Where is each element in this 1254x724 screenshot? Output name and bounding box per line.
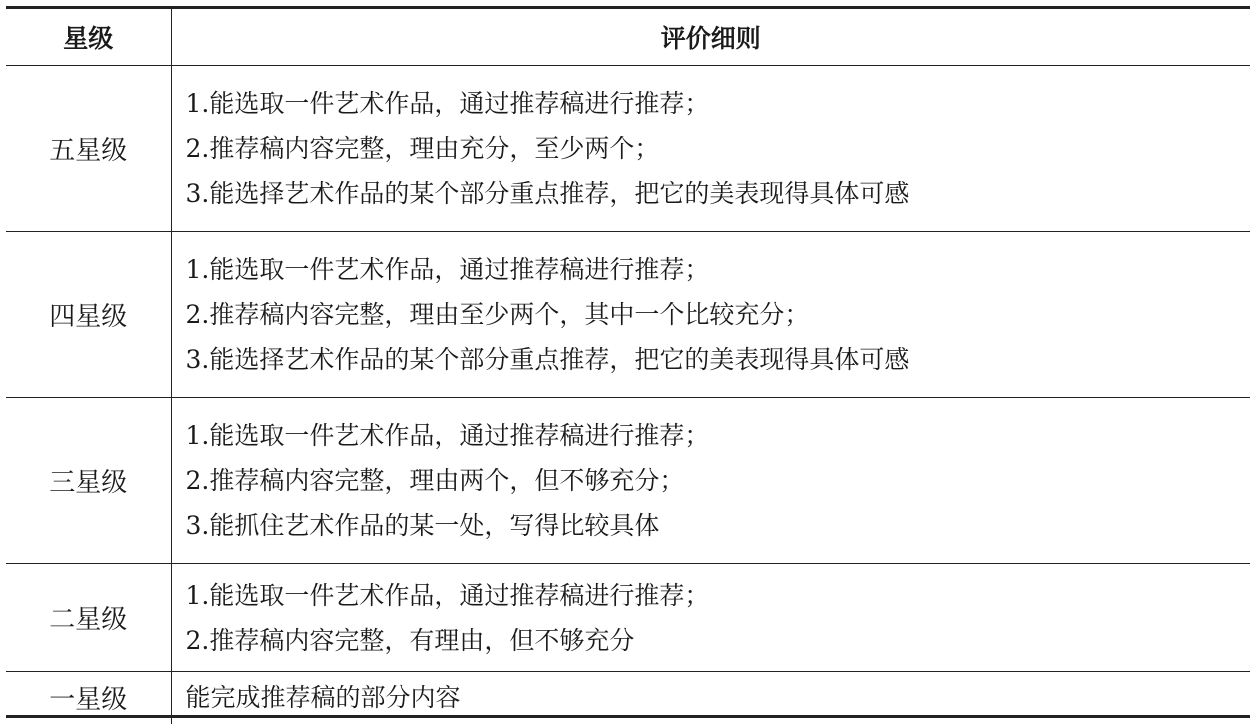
criteria-line: 3.能抓住艺术作品的某一处，写得比较具体 <box>185 511 660 540</box>
header-row <box>6 9 1250 66</box>
table-row <box>6 564 1250 672</box>
star-level-cell: 一星级 <box>6 672 171 724</box>
criteria-line: 1.能选取一件艺术作品，通过推荐稿进行推荐； <box>185 255 710 284</box>
criteria-line: 2.推荐稿内容完整，理由至少两个，其中一个比较充分； <box>185 300 810 329</box>
star-level-cell: 四星级 <box>6 232 171 398</box>
header-star-level: 星级 <box>6 9 171 66</box>
table-row <box>6 66 1250 232</box>
rubric-table-container <box>6 6 1250 718</box>
criteria-line: 2.推荐稿内容完整，理由两个，但不够充分； <box>185 466 685 495</box>
criteria-line: 3.能选择艺术作品的某个部分重点推荐，把它的美表现得具体可感 <box>185 179 910 208</box>
criteria-cell <box>171 398 1250 564</box>
criteria-line: 2.推荐稿内容完整，有理由，但不够充分 <box>185 625 635 655</box>
criteria-line: 3.能选择艺术作品的某个部分重点推荐，把它的美表现得具体可感 <box>185 345 910 374</box>
table-row <box>6 232 1250 398</box>
table-row <box>6 672 1250 724</box>
table-row <box>6 398 1250 564</box>
rubric-table <box>6 9 1250 724</box>
criteria-cell <box>171 672 1250 724</box>
header-evaluation-criteria: 评价细则 <box>171 9 1250 66</box>
criteria-line: 1.能选取一件艺术作品，通过推荐稿进行推荐； <box>185 89 710 118</box>
criteria-line: 2.推荐稿内容完整，理由充分，至少两个； <box>185 134 660 163</box>
criteria-line: 能完成推荐稿的部分内容 <box>185 683 461 713</box>
star-level-cell: 五星级 <box>6 66 171 232</box>
criteria-cell <box>171 564 1250 672</box>
criteria-cell <box>171 66 1250 232</box>
star-level-cell: 三星级 <box>6 398 171 564</box>
criteria-line: 1.能选取一件艺术作品，通过推荐稿进行推荐； <box>185 580 710 610</box>
criteria-cell <box>171 232 1250 398</box>
star-level-cell: 二星级 <box>6 564 171 672</box>
criteria-line: 1.能选取一件艺术作品，通过推荐稿进行推荐； <box>185 421 710 450</box>
